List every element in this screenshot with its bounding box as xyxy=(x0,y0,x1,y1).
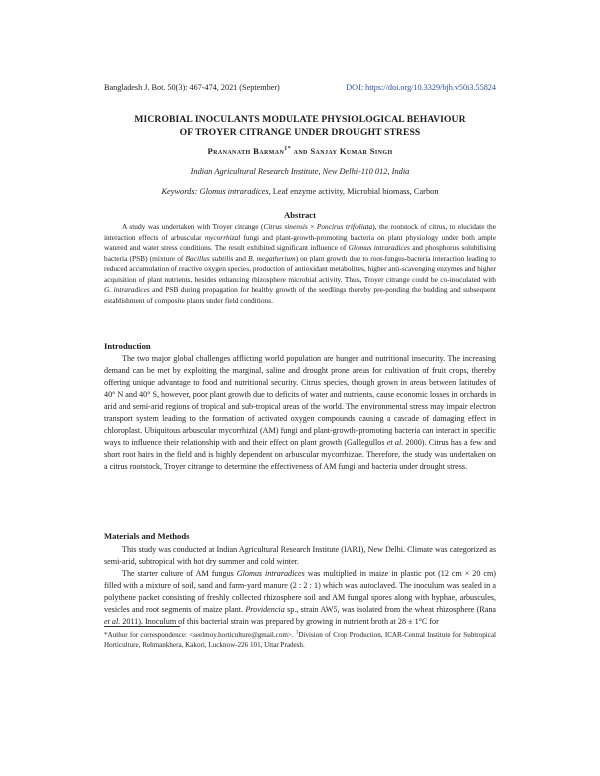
title-line-1: MICROBIAL INOCULANTS MODULATE PHYSIOLOGICAL BEHAVIOUR xyxy=(134,114,466,125)
footnote-divider xyxy=(104,626,180,627)
abstract-text: fungi and plant-growth-promoting bacteria on plant physiology under both ample watered and water stress conditions. The result exhibited significant influence of xyxy=(104,232,496,252)
body-text: The starter culture of AM fungus xyxy=(122,569,237,578)
species-name: G. intraradices xyxy=(104,285,150,294)
abstract-heading: Abstract xyxy=(284,210,316,220)
abstract-text: and phosphorus solubilising bacteria (PSB) (mixture of xyxy=(104,243,496,263)
introduction-heading: Introduction xyxy=(104,341,151,351)
paper-title xyxy=(104,113,496,139)
abstract-body xyxy=(104,222,496,306)
author-list xyxy=(104,146,496,156)
author-2: Sanjay Kumar Singh xyxy=(310,146,393,156)
body-text: 2011). Inoculum of this bacterial strain was prepared by growing in nutrient broth at 28 ± 1°C for xyxy=(120,617,439,627)
body-text: sp., strain AW5, was isolated from the wheat rhizosphere (Rana xyxy=(284,605,496,615)
abstract-text: × xyxy=(307,222,317,231)
species-name: Glomus intraradices xyxy=(236,569,305,578)
abstract-text: A study was undertaken with Troyer citrange ( xyxy=(122,222,264,231)
keywords xyxy=(104,187,496,196)
footnote xyxy=(104,630,496,651)
footnote-text: Division of Crop Production, ICAR-Central Institute for Subtropical Horticulture, Rehmankhera, Kakori, Lucknow-226 101, Uttar Pradesh. xyxy=(104,631,496,650)
doi-link[interactable]: DOI: https://doi.org/10.3329/bjb.v50i3.55824 xyxy=(346,83,496,92)
title-line-2: OF TROYER CITRANGE UNDER DROUGHT STRESS xyxy=(179,127,421,138)
abstract-text: ) on plant growth due to root-fungus-bacteria interaction leading to reduced accumulation of reactive oxygen species, production of antioxidant metabolites, higher anti-scavenging enzymes and higher acquisition of plant nutrients, besides enhancing rhizosphere microbial activity. Thus, Troyer citrange could be co-inoculated with xyxy=(104,253,497,284)
keywords-label: Keywords: xyxy=(161,187,198,196)
species-name: B. megatherium xyxy=(248,253,296,263)
citation-etal: et al. xyxy=(104,617,121,627)
author-1: Prananath Barman xyxy=(207,146,285,156)
species-name: Providencia xyxy=(245,605,285,615)
abstract-text: ), the rootstock of citrus, to elucidate the interaction effects of arbuscular xyxy=(104,222,496,242)
journal-citation: Bangladesh J. Bot. 50(3): 467-474, 2021 (September) xyxy=(104,83,280,92)
body-text: was multiplied in maize in plastic pot (12 cm × 20 cm) filled with a mixture of soil, sand and farm-yard manure (2 : 2 : 1) which was autoclaved. The inoculum was sealed in a polythene packet consisting of freshly collected rhizosphere soil and AM fungal spores along with hyphae, arbuscules, vesicles and root segments of maize plant. xyxy=(104,569,497,615)
abstract-text: and PSB during propagation for healthy growth of the seedlings thereby pre-ponding the budding and subsequent establishment of composite plants under field conditions. xyxy=(104,285,496,305)
species-name: mycorrhizal xyxy=(204,232,241,242)
introduction-paragraph xyxy=(104,353,496,473)
keywords-rest: , Leaf enzyme activity, Microbial biomass, Carbon xyxy=(268,187,439,196)
species-name: Bacillus subtilis xyxy=(185,253,234,263)
citation-etal: et al. xyxy=(386,438,404,448)
species-name: Citrus sinensis xyxy=(263,222,308,231)
author-1-marks: 1* xyxy=(284,146,292,153)
body-text: 2000). Citrus has a few and short root hairs in the field and is highly dependent on arbuscular mycorrhizae. Therefore, the study was undertaken on a citrus rootstock, Troyer citrange to determine the effectiveness of AM fungi and bacteria under drought stress. xyxy=(104,438,496,472)
affiliation: Indian Agricultural Research Institute, New Delhi-110 012, India xyxy=(190,167,410,176)
footnote-text: *Author for correspondence: <seelmoy.horticulture@gmail.com>. xyxy=(104,631,296,639)
author-join: and xyxy=(291,146,311,156)
methods-paragraph-2 xyxy=(104,568,496,628)
methods-heading: Materials and Methods xyxy=(104,531,190,541)
methods-paragraph-1: This study was conducted at Indian Agricultural Research Institute (IARI), New Delhi. Climate was categorized as semi-arid, subtropical with hot dry summer and cold winter. xyxy=(104,545,496,567)
footnote-marker: 1 xyxy=(295,630,299,636)
species-name: Glomus intraradices xyxy=(348,243,410,252)
abstract-text: and xyxy=(233,253,249,263)
body-text: The two major global challenges afflicting world population are hunger and nutritional insecurity. The increasing demand can be met by exploiting the marginal, saline and drought prone areas for cultivation of fruit crops, thereby offering unique advantage to food and nutritional security. Citrus species, though grown in areas between latitudes of 40° N and 40° S, however, poor plant growth due to deficits of water and nutrients, cause economic losses in orchards in arid and semi-arid regions of tropical and sub-tropical areas of the world. The environmental stress may impair electron transport system leading to the formation of activated oxygen compounds causing a cascade of damaging effect in chloroplast. Ubiquitous arbuscular mycorrhizal (AM) fungi and plant-growth-promoting bacteria can interact in specific ways to influence their relationship with and their effect on plant growth (Gallegullos xyxy=(104,354,497,448)
species-name: Poncirus trifoliata xyxy=(316,222,373,231)
keywords-species: Glomus intraradices xyxy=(199,187,269,196)
